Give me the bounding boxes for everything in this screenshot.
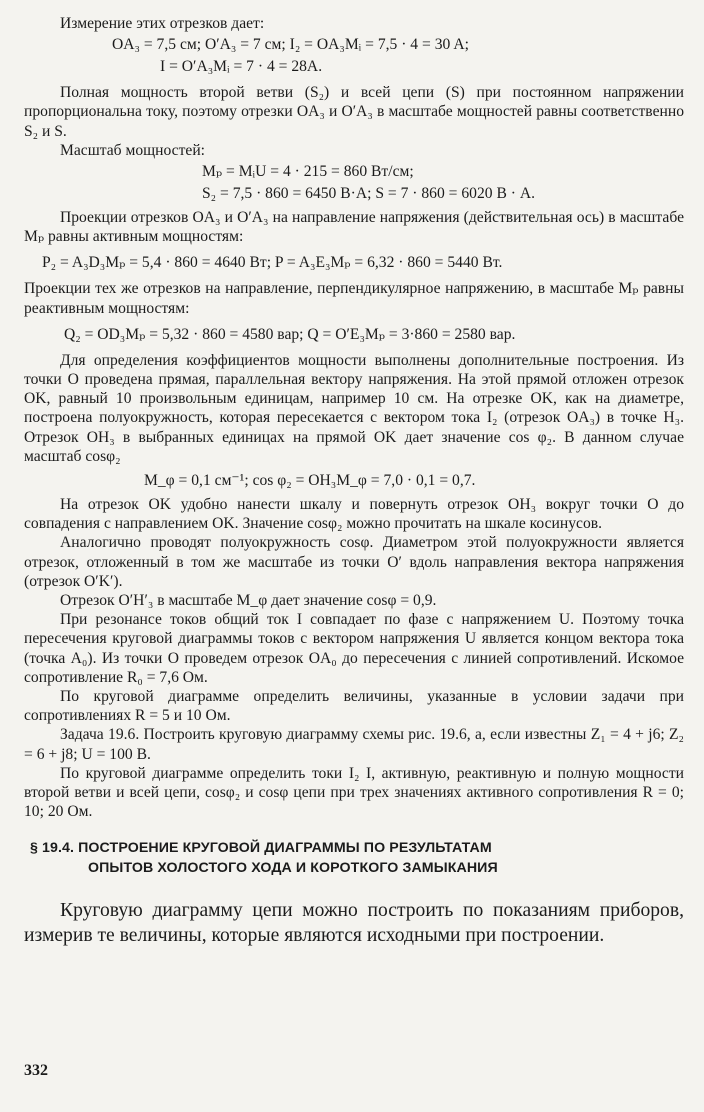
formula-segments: OA₃ = 7,5 см; O′A₃ = 7 см; I₂ = OA₃Mᵢ = 7,5 · 4 = 30 A; [112, 36, 469, 54]
section-body-paragraph: Круговую диаграмму цепи можно построить по показаниям приборов, измерив те величины, которые являются исходными при построении. [24, 899, 684, 946]
formula-apparent-power: S₂ = 7,5 · 860 = 6450 В·А; S = 7 · 860 = 6020 В · А. [202, 185, 536, 203]
paragraph-cos-phi: Отрезок O′H′₃ в масштабе M_φ дает значение cosφ = 0,9. [60, 592, 437, 610]
formula-reactive-power: Q₂ = OD₃Mₚ = 5,32 · 860 = 4580 вар; Q = O′E₃Mₚ = 3·860 = 2580 вар. [64, 325, 516, 343]
formula-cos-phi2: M_φ = 0,1 см⁻¹; cos φ₂ = OH₃M_φ = 7,0 · 0,1 = 0,7. [144, 472, 476, 490]
formula-total-current: I = O′A₃Mᵢ = 7 · 4 = 28A. [160, 58, 323, 76]
paragraph-scale: На отрезок OK удобно нанести шкалу и повернуть отрезок OH₃ вокруг точки O до совпадения с направлением OK. Значение cosφ₂ можно прочитать на шкале косинусов. [24, 496, 684, 533]
paragraph-full-power: Полная мощность второй ветви (S₂) и всей цепи (S) при постоянном напряжении пропорциональна току, поэтому отрезки OA₃ и O′A₃ в масштабе мощностей равны соответственно S₂ и S. [24, 84, 684, 140]
section-heading-line1: § 19.4. ПОСТРОЕНИЕ КРУГОВОЙ ДИАГРАММЫ ПО РЕЗУЛЬТАТАМ [30, 839, 492, 856]
problem-19-6: Задача 19.6. Построить круговую диаграмму схемы рис. 19.6, а, если известны Z₁ = 4 + j6; Z₂ = 6 + j8; U = 100 В. [24, 726, 684, 763]
section-heading-line2: ОПЫТОВ ХОЛОСТОГО ХОДА И КОРОТКОГО ЗАМЫКАНИЯ [88, 859, 498, 876]
paragraph-determine: По круговой диаграмме определить величины, указанные в условии задачи при сопротивлениях R = 5 и 10 Ом. [24, 688, 684, 725]
paragraph-semicircle: Аналогично проводят полуокружность cosφ. Диаметром этой полуокружности является отрезок, отложенный в том же масштабе из точки O′ вдоль направления вектора напряжения (отрезок O′K′). [24, 534, 684, 590]
paragraph-resonance: При резонансе токов общий ток I совпадает по фазе с напряжением U. Поэтому точка пересечения круговой диаграммы токов с вектором напряжения U является концом вектора тока (точка A₀). Из точки O проведем отрезок OA₀ до пересечения с линией сопротивлений. Искомое сопротивление R₀ = 7,6 Ом. [24, 611, 684, 686]
problem-19-6-task: По круговой диаграмме определить токи I₂ I, активную, реактивную и полную мощности второй ветви и всей цепи, cosφ₂ и cosφ цепи при трех значениях активного сопротивления R = 0; 10; 20 Ом. [24, 764, 684, 821]
formula-active-power: P₂ = A₃D₃Mₚ = 5,4 · 860 = 4640 Вт; P = A₃E₃Mₚ = 6,32 · 860 = 5440 Вт. [42, 254, 503, 272]
paragraph-reactive-projections: Проекции тех же отрезков на направление, перпендикулярное напряжению, в масштабе Mₚ равны реактивным мощностям: [24, 280, 684, 317]
intro-line: Измерение этих отрезков дает: [60, 15, 265, 32]
paragraph-power-factor: Для определения коэффициентов мощности выполнены дополнительные построения. Из точки O проведена прямая, параллельная вектору напряжения. На этой прямой отложен отрезок OK, равный 10 произвольным единицам, например 10 см. На отрезке OK, как на диаметре, построена полуокружность, которая пересекается с вектором тока I₂ (отрезок OA₃) в точке H₃. Отрезок OH₃ в выбранных единицах на прямой OK дает значение cos φ₂. В данном случае масштаб cosφ₂ [24, 351, 684, 465]
page-number: 332 [24, 1062, 48, 1079]
formula-power-scale: Mₚ = MᵢU = 4 · 215 = 860 Вт/см; [202, 163, 414, 181]
paragraph-active-projections: Проекции отрезков OA₃ и O′A₃ на направление напряжения (действительная ось) в масштабе Mₚ равны активным мощностям: [24, 209, 684, 246]
power-scale-label: Масштаб мощностей: [60, 141, 206, 159]
